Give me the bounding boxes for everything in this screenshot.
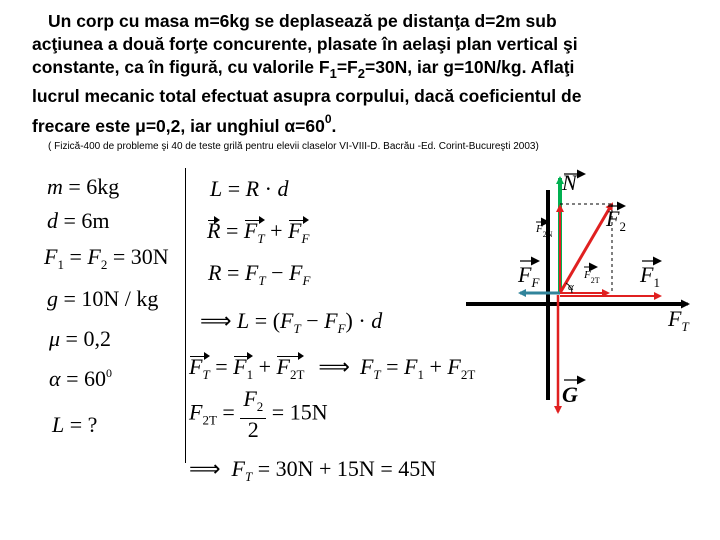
label-N: N <box>562 170 577 195</box>
subscript: 2 <box>357 66 365 81</box>
subscript: T <box>257 231 265 246</box>
operator: = <box>380 354 405 379</box>
operator: = <box>221 260 245 285</box>
symbol: F <box>536 223 543 235</box>
subscript: F <box>301 231 310 246</box>
label-alpha: α <box>568 281 574 293</box>
label-F2T <box>584 270 600 286</box>
divider-vertical <box>185 168 186 463</box>
value: = <box>63 244 88 269</box>
symbol: g <box>47 286 58 311</box>
given-angle <box>49 366 112 392</box>
force-diagram-svg <box>460 160 700 420</box>
subscript: 1 <box>246 367 254 382</box>
given-forces <box>44 244 169 273</box>
value: = 15N <box>266 399 328 425</box>
subscript: 2T <box>202 412 217 428</box>
given-friction-coefficient <box>49 326 111 352</box>
problem-text: . <box>331 116 337 136</box>
operator: = ( <box>249 308 281 333</box>
label-Ff <box>518 264 539 294</box>
fraction-numerator <box>240 388 266 419</box>
symbol: R <box>245 176 260 201</box>
implies-arrow: ⟹ <box>318 354 350 379</box>
label-F1 <box>640 264 660 294</box>
symbol: F <box>87 244 101 269</box>
symbol: d <box>277 176 289 201</box>
symbol: F <box>233 354 247 379</box>
symbol: R <box>207 218 221 243</box>
subscript: 2T <box>289 367 305 382</box>
given-gravity <box>47 286 158 312</box>
label-FT <box>668 308 689 338</box>
operator: = <box>222 176 246 201</box>
solution-work-expansion <box>200 308 382 337</box>
symbol: R <box>208 260 222 285</box>
symbol: F <box>44 244 58 269</box>
problem-line-1: Un corp cu masa m=6kg se deplasează pe distanţa d=2m sub <box>48 11 557 31</box>
symbol: F <box>324 308 338 333</box>
fraction <box>240 388 266 441</box>
operator: = <box>220 218 244 243</box>
problem-statement <box>32 10 702 138</box>
subscript: 2 <box>256 399 264 414</box>
subscript: 2T <box>590 276 600 285</box>
symbol: F <box>287 218 302 243</box>
solution-F2T-value <box>189 388 328 441</box>
subscript: 2N <box>542 230 553 239</box>
value: = 10N / kg <box>58 286 159 311</box>
symbol: F <box>243 386 257 411</box>
solution-work-formula <box>210 176 288 202</box>
vector-FT <box>244 218 265 247</box>
subscript: 1 <box>417 367 424 382</box>
symbol: F <box>280 308 294 333</box>
subscript: F <box>337 321 346 336</box>
subscript: 2T <box>460 367 476 382</box>
source-citation: ( Fizică-400 de probleme şi 40 de teste grilă pentru elevii claselor VI-VIII-D. Bacrău -Ed. Corint-Bucureşti 2003) <box>48 141 539 152</box>
label-F2N <box>536 224 553 240</box>
symbol: F <box>231 456 245 481</box>
symbol: F <box>189 354 203 379</box>
value: = 6kg <box>62 174 120 199</box>
operator: ) · <box>345 308 372 333</box>
vector-FT <box>189 354 210 383</box>
vector-R <box>207 218 220 244</box>
symbol: F <box>288 260 303 285</box>
value: = ? <box>64 412 98 437</box>
value: = 60 <box>60 366 106 391</box>
subscript: 1 <box>57 257 64 272</box>
symbol: F <box>640 262 654 287</box>
problem-line-4: lucrul mecanic total efectuat asupra corpului, dacă coeficientul de <box>32 86 582 106</box>
symbol: F <box>584 269 591 281</box>
value: = 6m <box>58 208 110 233</box>
symbol: F <box>606 206 620 231</box>
given-unknown-work <box>52 412 97 438</box>
problem-line-3 <box>32 56 702 85</box>
operator: − <box>265 260 289 285</box>
operator: + <box>424 354 448 379</box>
subscript: 2 <box>100 257 108 272</box>
operator: = <box>216 399 241 425</box>
symbol: m <box>47 174 63 199</box>
fraction-denominator: 2 <box>247 417 259 442</box>
symbol: F <box>189 399 203 425</box>
given-distance <box>47 208 110 234</box>
value: = 0,2 <box>60 326 111 351</box>
symbol: F <box>447 354 461 379</box>
vector-F2T <box>276 354 304 383</box>
operator: · <box>259 176 278 201</box>
solution-resultant-scalar <box>208 260 310 289</box>
symbol: F <box>244 260 259 285</box>
symbol: F <box>359 354 374 379</box>
vector-Ff <box>288 218 309 247</box>
problem-text: =F <box>336 57 358 77</box>
label-G: G <box>562 382 578 407</box>
subscript: F <box>531 275 540 290</box>
operator: + <box>253 354 277 379</box>
problem-line-2: acţiunea a două forţe concurente, plasate în aelaşi plan vertical şi <box>32 34 578 54</box>
implies-arrow: ⟹ <box>189 456 221 481</box>
solution-FT-value <box>189 456 436 485</box>
given-mass <box>47 174 119 200</box>
symbol: d <box>371 308 383 333</box>
symbol: L <box>210 176 223 201</box>
problem-line-5 <box>32 108 702 138</box>
symbol: F <box>518 262 532 287</box>
subscript: T <box>258 273 266 288</box>
subscript: F <box>302 273 311 288</box>
operator: + <box>264 218 288 243</box>
subscript: T <box>245 469 253 484</box>
symbol: d <box>47 208 58 233</box>
superscript: 0 <box>324 112 332 126</box>
label-F2 <box>606 208 626 238</box>
subscript: T <box>202 367 210 382</box>
vector-F1 <box>233 354 253 383</box>
subscript: T <box>293 321 301 336</box>
symbol: F <box>276 354 290 379</box>
implies-arrow: ⟹ <box>200 308 232 333</box>
operator: = <box>209 354 234 379</box>
operator: − <box>300 308 325 333</box>
symbol: L <box>237 308 250 333</box>
problem-text: frecare este μ=0,2, iar unghiul α=60 <box>32 116 325 136</box>
symbol: μ <box>49 326 61 351</box>
subscript: T <box>373 367 381 382</box>
symbol: α <box>49 366 61 391</box>
value: = 30N <box>107 244 169 269</box>
symbol: F <box>668 306 682 331</box>
superscript: 0 <box>105 366 112 380</box>
force-diagram <box>460 160 700 420</box>
subscript: 1 <box>653 275 660 290</box>
symbol: L <box>52 412 65 437</box>
symbol: F <box>243 218 258 243</box>
subscript: 1 <box>329 66 337 81</box>
solution-resultant-vector <box>207 218 309 247</box>
subscript: 2 <box>619 219 626 234</box>
solution-tangential-sum <box>189 354 475 383</box>
problem-text: =30N, iar g=10N/kg. Aflaţi <box>364 57 575 77</box>
problem-text: constante, ca în figură, cu valorile F <box>32 57 330 77</box>
symbol: F <box>404 354 418 379</box>
subscript: T <box>681 319 689 334</box>
value: = 30N + 15N = 45N <box>252 456 437 481</box>
